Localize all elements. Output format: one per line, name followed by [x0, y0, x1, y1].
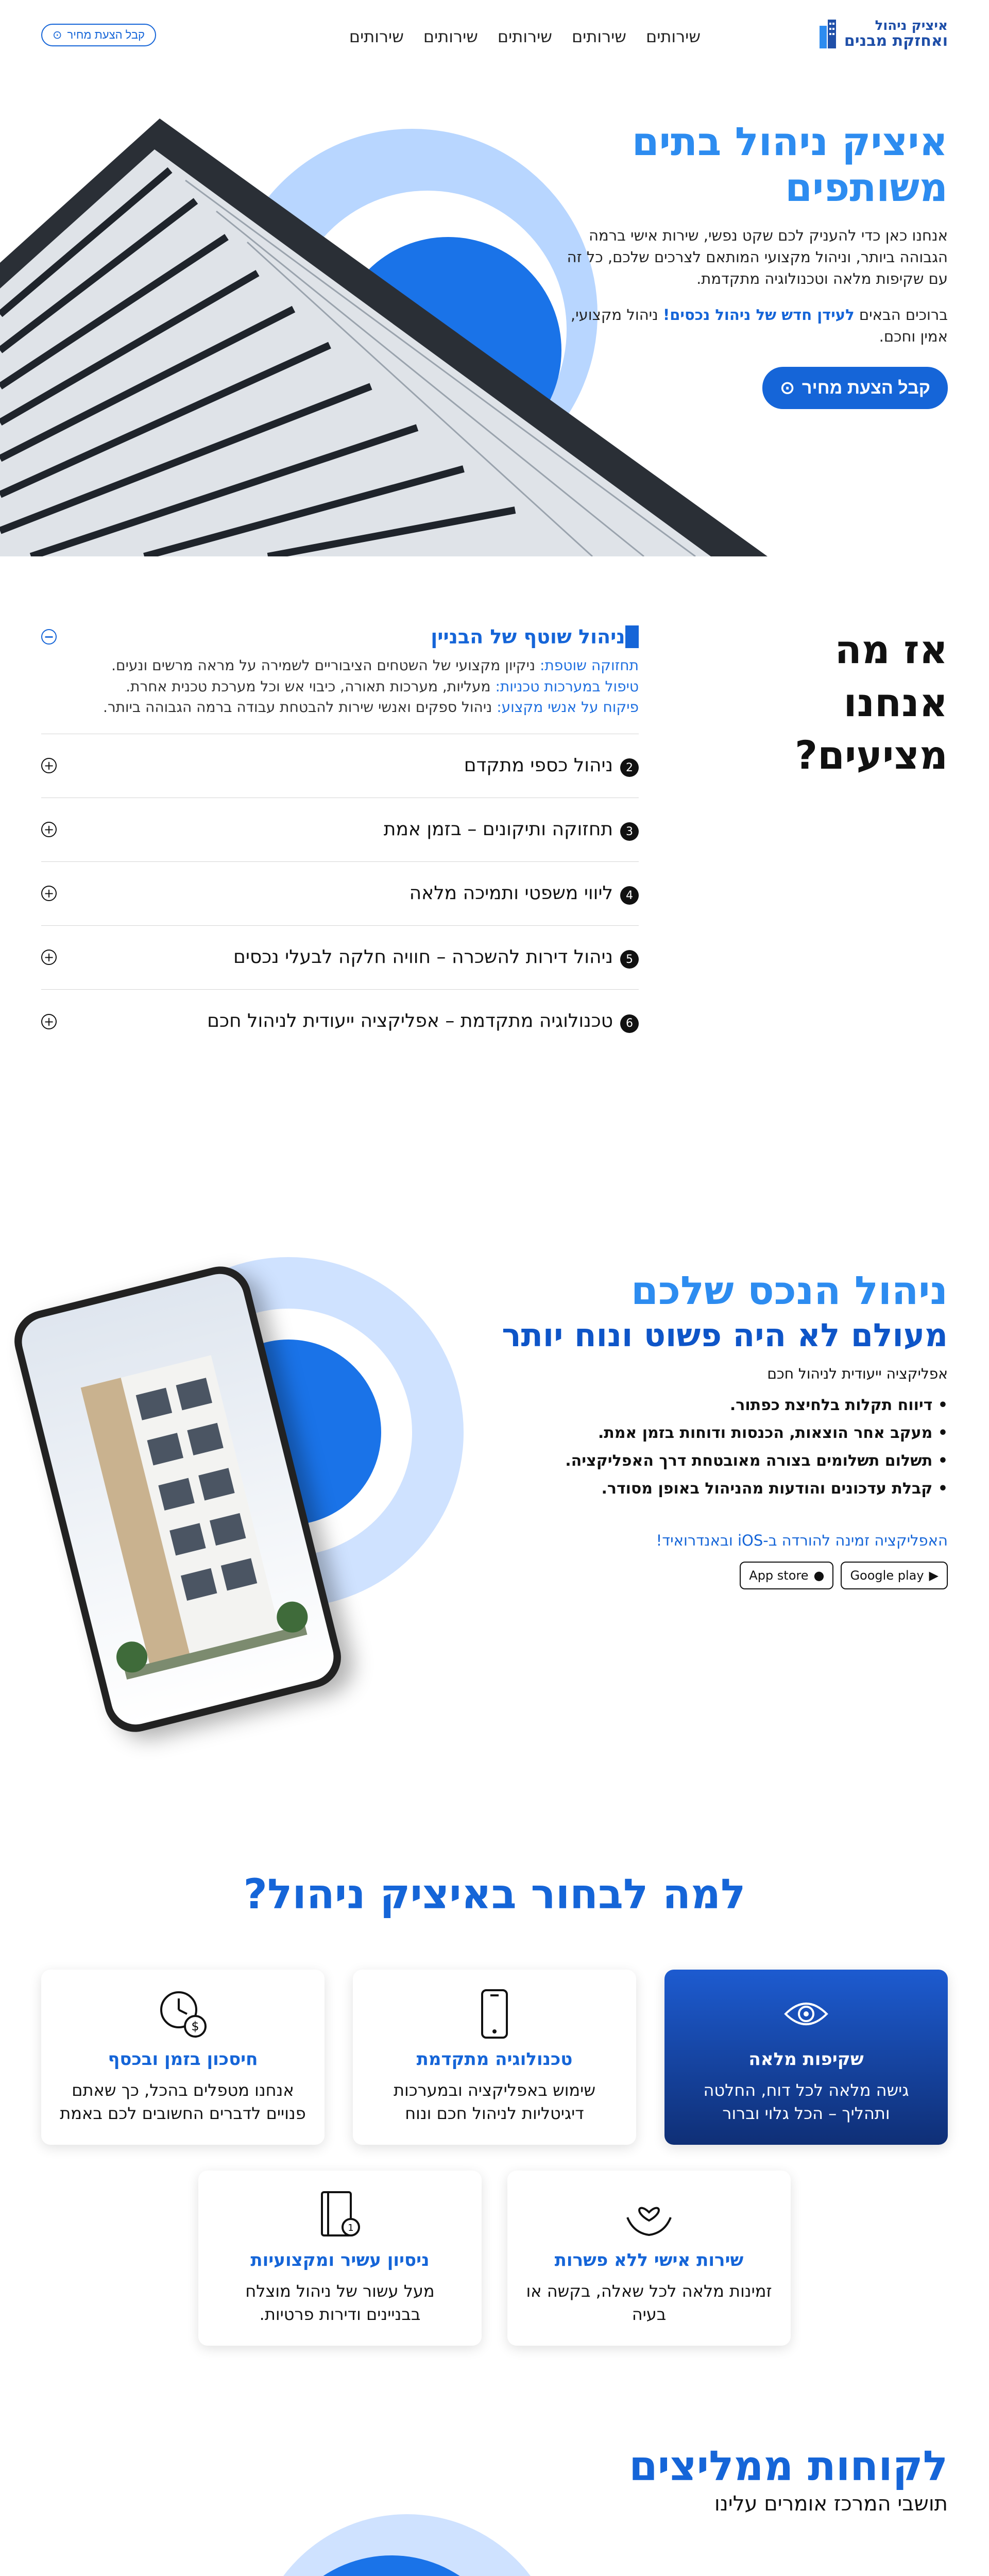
hero-quote-button[interactable]	[762, 367, 948, 409]
accordion-line	[41, 655, 639, 676]
card-title: טכנולוגיה מתקדמת	[416, 2049, 573, 2070]
testimonials-header	[629, 2442, 948, 2516]
card-text: אנחנו מטפלים בהכל, כך שאתם פנויים לדברים החשובים לכם באמת	[60, 2080, 306, 2123]
nav-item[interactable]: שירותים	[349, 27, 404, 46]
why-section	[0, 1814, 989, 2380]
clock-coin-icon	[157, 1988, 209, 2040]
accordion-line	[41, 697, 639, 718]
arrow-circle-icon: ⊙	[53, 28, 62, 41]
app-availability: האפליקציה זמינה להורדה ב-iOS ובאנדרואיד!	[656, 1532, 948, 1549]
main-nav	[349, 27, 701, 46]
nav-item[interactable]: שירותים	[423, 27, 478, 46]
line-label: פיקוח על אנשי מקצוע:	[497, 699, 639, 716]
feature-card	[664, 1970, 948, 2145]
app-feature-list	[484, 1392, 948, 1503]
hero-p2-c: ניהול מקצועי, אמין וחכם.	[570, 306, 948, 346]
hero-paragraph: אנחנו כאן כדי להעניק לכם שקט נפשי, שירות אישי ברמה הגבוהה ביותר, וניהול מקצועי המותאם לצרכים שלכם, כל זה עם שקיפות מלאה וטכנולוגיה מתקדמת.	[567, 227, 948, 288]
phone-icon	[469, 1988, 520, 2040]
header-quote-label: קבל הצעת מחיר	[67, 28, 145, 41]
eye-icon	[780, 1988, 832, 2040]
item-number: 2	[620, 758, 639, 777]
logo[interactable]	[816, 19, 948, 49]
accordion-item[interactable]	[41, 798, 639, 862]
feature-card	[507, 2171, 791, 2346]
app-tagline: אפליקציה ייעודית לניהול חכם	[767, 1365, 948, 1382]
accordion-line	[41, 676, 639, 698]
list-item: • דיווח תקלות בלחיצת כפתור.	[484, 1392, 948, 1419]
services-title: אז מה אנחנו מציעים?	[795, 626, 948, 778]
hero-title: איציק ניהול בתים משותפים	[632, 118, 948, 210]
accordion-title: ניהול כספי מתקדם	[464, 754, 613, 776]
line-label: טיפול במערכות טכניות:	[495, 677, 639, 695]
testimonials-subtitle: תושבי המרכז אומרים עלינו	[714, 2492, 948, 2516]
play-icon: ▶	[929, 1568, 939, 1583]
line-label: תחזוקה שוטפת:	[539, 657, 639, 674]
card-title: ניסיון עשיר ומקצועיות	[250, 2250, 430, 2270]
card-text: מעל עשור של ניהול מוצלח בבניינים ודירות פרטיות.	[245, 2281, 435, 2324]
card-title: שירות אישי ללא פשרות	[554, 2250, 744, 2270]
item-number: 4	[620, 886, 639, 905]
accordion-item-open[interactable]	[41, 618, 639, 734]
hero-quote-label: קבל הצעת מחיר	[802, 378, 930, 398]
line-text: מעליות, מערכות תאורה, כיבוי אש וכל מערכת טכנית אחרת.	[126, 677, 496, 695]
plus-icon[interactable]: +	[41, 950, 57, 965]
feature-card	[198, 2171, 482, 2346]
arrow-circle-icon: ⊙	[780, 378, 795, 398]
site-header	[0, 0, 989, 72]
plus-icon[interactable]: +	[41, 886, 57, 901]
store-buttons	[484, 1562, 948, 1589]
card-text: שימוש באפליקציה ובמערכות דיגיטליות לניהול חכם ונוח	[394, 2080, 595, 2123]
accordion-title: ניהול דירות להשכרה – חוויה חלקה לבעלי נכסים	[233, 946, 613, 968]
plus-icon[interactable]: +	[41, 1014, 57, 1029]
svg-text:1: 1	[348, 2223, 354, 2233]
app-section	[0, 1206, 989, 1814]
logo-line2: ואחזקת מבנים	[844, 31, 948, 50]
accordion-item[interactable]	[41, 990, 639, 1054]
nav-item[interactable]: שירותים	[645, 27, 701, 46]
nav-item[interactable]: שירותים	[497, 27, 552, 46]
feature-card	[353, 1970, 636, 2145]
testimonials-title: לקוחות ממליצים	[629, 2442, 948, 2490]
card-title: חיסכון בזמן ובכסף	[108, 2049, 258, 2070]
logo-text	[844, 19, 948, 49]
google-play-button[interactable]	[841, 1562, 948, 1589]
accordion-header[interactable]	[41, 625, 639, 648]
line-text: ניהול ספקים ואנשי שירות להבטחת עבודה ברמה הגבוהה ביותר.	[103, 699, 497, 716]
services-section	[0, 556, 989, 1206]
hero-section	[0, 72, 989, 556]
book-icon	[314, 2189, 366, 2241]
app-subtitle: מעולם לא היה פשוט ונוח יותר	[502, 1316, 948, 1354]
feature-card	[41, 1970, 325, 2145]
why-title: למה לבחור באיציק ניהול?	[243, 1870, 746, 1918]
building-logo-icon	[816, 19, 839, 49]
app-store-button[interactable]	[740, 1562, 833, 1589]
app-title: ניהול הנכס שלכם	[631, 1267, 948, 1313]
item-number: 5	[620, 950, 639, 969]
plus-icon[interactable]: +	[41, 822, 57, 837]
accordion-title: ליווי משפטי ותמיכה מלאה	[409, 882, 613, 904]
header-quote-button[interactable]	[41, 24, 156, 46]
hero-paragraph-2	[556, 304, 948, 347]
hero-p2-a: ברוכים הבאים	[854, 306, 948, 324]
item-number: 1	[625, 625, 639, 648]
accordion-item[interactable]	[41, 862, 639, 926]
hero-p2-highlight: לעידן חדש של ניהול נכסים!	[663, 306, 855, 324]
logo-line1: איציק ניהול	[875, 18, 948, 33]
hero-text	[556, 118, 948, 409]
accordion-item[interactable]	[41, 926, 639, 990]
item-number: 6	[620, 1014, 639, 1033]
card-text: זמינות מלאה לכל שאלה, בקשה או בעיה	[526, 2281, 772, 2324]
apple-icon: ●	[813, 1568, 825, 1583]
list-item: • מעקב אחר הוצאות, הכנסות ודוחות בזמן אמת.	[484, 1419, 948, 1447]
card-title: שקיפות מלאה	[748, 2049, 864, 2070]
plus-icon[interactable]: +	[41, 758, 57, 773]
services-accordion	[41, 618, 639, 1054]
card-text: גישה מלאה לכל דוח, החלטה ותהליך – הכל גלוי וברור	[703, 2080, 909, 2123]
minus-icon[interactable]: −	[41, 629, 57, 645]
testimonials-section	[0, 2380, 989, 2576]
svg-text:$: $	[191, 2019, 199, 2033]
list-item: • קבלת עדכונים והודעות מהניהול באופן מסודר.	[484, 1475, 948, 1503]
accordion-item[interactable]	[41, 734, 639, 798]
list-item: • תשלום תשלומים בצורה מאובטחת דרך האפליקציה.	[484, 1447, 948, 1475]
nav-item[interactable]: שירותים	[571, 27, 626, 46]
testimonial-arc-decor	[170, 2442, 561, 2576]
accordion-title: תחזוקה ותיקונים – בזמן אמת	[383, 818, 613, 840]
hands-heart-icon	[623, 2189, 675, 2241]
app-text	[484, 1267, 948, 1589]
line-text: ניקיון מקצועי של השטחים הציבוריים לשמירה על מראה מרשים ונעים.	[111, 657, 540, 674]
item-number: 3	[620, 822, 639, 841]
store-label: Google play	[850, 1568, 924, 1583]
accordion-title: ניהול שוטף של הבניין	[431, 625, 625, 648]
accordion-title: טכנולוגיה מתקדמת – אפליקציה ייעודית לניהול חכם	[207, 1010, 613, 1032]
store-label: App store	[749, 1568, 809, 1583]
